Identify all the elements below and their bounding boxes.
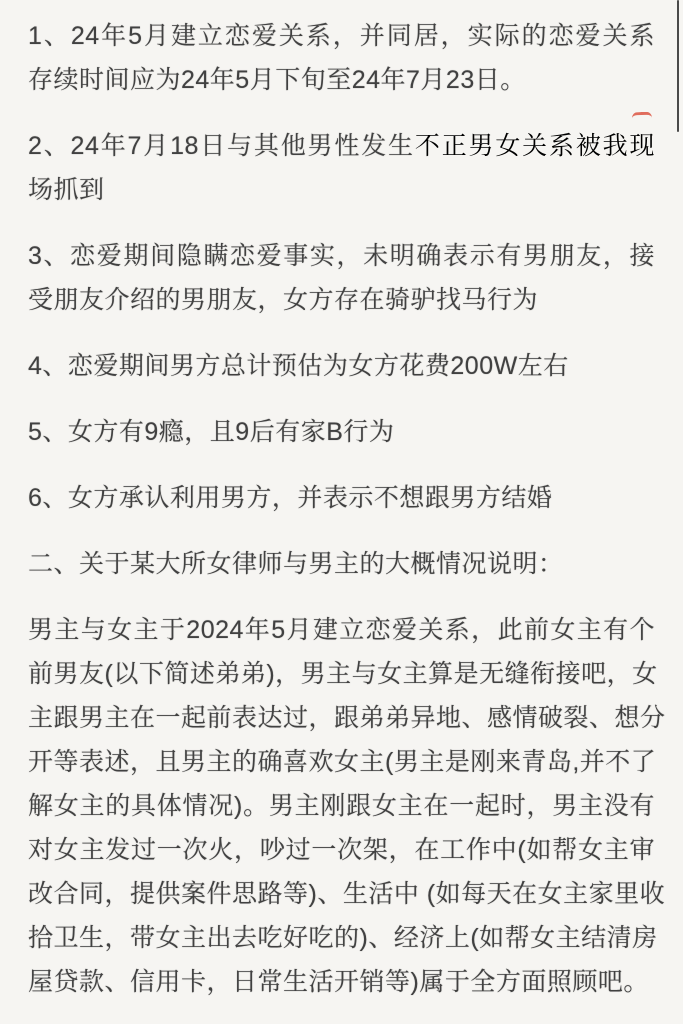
text-line: 开等表述，且男主的确喜欢女主(男主是刚来青岛,并不了 <box>28 748 657 776</box>
text-line: 受朋友介绍的男朋友，女方存在骑驴找马行为 <box>28 286 539 314</box>
text-line: 4、恋爱期间男方总计预估为女方花费200W左右 <box>28 352 569 380</box>
section-two-heading <box>28 542 655 586</box>
heading-line: 二、关于某大所女律师与男主的大概情况说明： <box>28 550 564 578</box>
text-line: 5、女方有9瘾，且9后有家B行为 <box>28 418 395 446</box>
text-line: 解女主的具体情况)。男主刚跟女主在一起时，男主没有 <box>28 792 655 820</box>
text-line: 前男友(以下简述弟弟)，男主与女主算是无缝衔接吧，女 <box>28 660 658 688</box>
numbered-item-4 <box>28 344 655 388</box>
numbered-item-3 <box>28 234 655 322</box>
text-segment: 2、24年7月18日与其他男性发生 <box>28 132 415 160</box>
text-line: 拾卫生，带女主出去吃好吃的)、经济上(如帮女主结清房 <box>28 924 658 952</box>
text-line: 改合同，提供案件思路等)、生活中 (如每天在女主家里收 <box>28 880 666 908</box>
text-line: 1、24年5月建立恋爱关系，并同居，实际的恋爱关系 <box>28 22 655 50</box>
overlay-text-segment: 不正男女关系被我现 <box>414 132 655 160</box>
scrollbar-thumb[interactable] <box>677 0 679 132</box>
text-line: 屋贷款、信用卡，日常生活开销等)属于全方面照顾吧。 <box>28 968 649 996</box>
text-line: 男主与女主于2024年5月建立恋爱关系，此前女主有个 <box>28 616 655 644</box>
text-line: 主跟男主在一起前表达过，跟弟弟异地、感情破裂、想分 <box>28 704 666 732</box>
text-line: 6、女方承认利用男方，并表示不想跟男方结婚 <box>28 484 553 512</box>
numbered-item-6 <box>28 476 655 520</box>
text-line <box>28 124 655 168</box>
numbered-item-2 <box>28 124 655 212</box>
text-line: 存续时间应为24年5月下旬至24年7月23日。 <box>28 66 526 94</box>
red-pen-mark <box>632 112 652 125</box>
numbered-item-1 <box>28 14 655 102</box>
text-line: 场抓到 <box>28 176 105 204</box>
section-two-paragraph <box>28 608 666 1004</box>
numbered-item-5 <box>28 410 655 454</box>
text-line: 3、恋爱期间隐瞒恋爱事实，未明确表示有男朋友，接 <box>28 242 655 270</box>
text-line: 对女主发过一次火，吵过一次架，在工作中(如帮女主审 <box>28 836 655 864</box>
